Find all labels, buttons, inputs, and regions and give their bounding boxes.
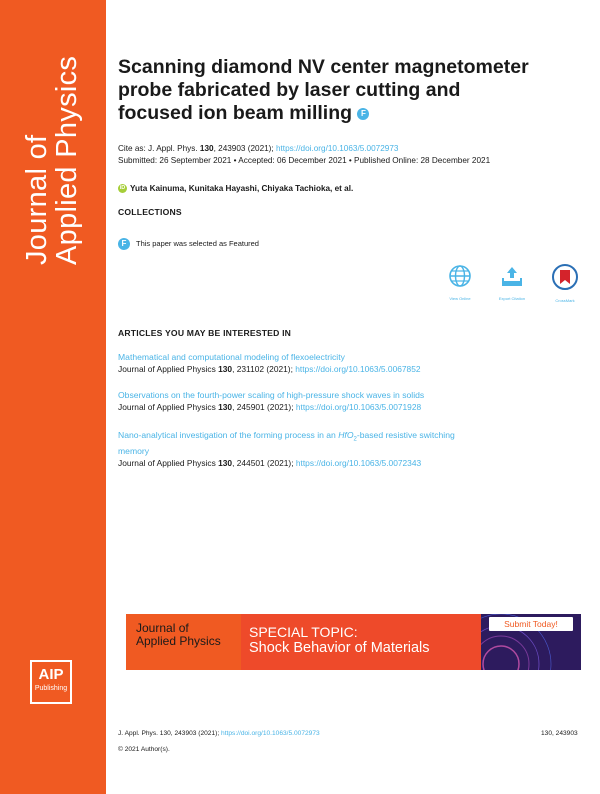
related-rest: , 244501 (2021);	[232, 457, 294, 468]
banner-topic-line2: Shock Behavior of Materials	[249, 640, 430, 656]
export-icon	[500, 264, 524, 288]
special-topic-banner[interactable]	[126, 614, 581, 670]
related-article-title[interactable]	[118, 430, 588, 457]
view-online-button[interactable]	[440, 264, 480, 301]
related-journal: Journal of Applied Physics	[118, 364, 216, 374]
export-citation-button[interactable]	[492, 264, 532, 301]
title-line-3: focused ion beam milling	[118, 102, 353, 124]
related-doi-link[interactable]: https://doi.org/10.1063/5.0071928	[295, 402, 422, 412]
footer-page-id: 130, 243903	[541, 730, 578, 737]
related-article-citation	[118, 363, 588, 375]
featured-icon: F	[118, 238, 130, 250]
related-article-citation	[118, 401, 588, 413]
publication-dates: Submitted: 26 September 2021 • Accepted: 06 December 2021 • Published Online: 28 December 2021	[118, 156, 491, 165]
title-formula-sub[interactable]: 2	[353, 436, 357, 443]
citation-line	[118, 143, 398, 154]
aip-logo-subtext: Publishing	[34, 685, 68, 692]
related-articles-header: ARTICLES YOU MAY BE INTERESTED IN	[118, 328, 292, 338]
related-volume: 130	[218, 402, 233, 412]
related-article-3	[118, 430, 588, 469]
banner-topic-line1: SPECIAL TOPIC:	[249, 624, 358, 640]
article-actions	[440, 264, 590, 304]
title-part2[interactable]: -based resistive switching	[356, 430, 455, 440]
export-citation-label: Export Citation	[498, 296, 526, 301]
collections-header: COLLECTIONS	[118, 207, 182, 217]
sidebar-journal-title	[22, 25, 82, 265]
banner-topic	[249, 624, 430, 656]
related-volume: 130	[218, 457, 233, 468]
article-doi-link[interactable]: https://doi.org/10.1063/5.0072973	[275, 144, 399, 153]
title-line-2: probe fabricated by laser cutting and	[118, 79, 461, 101]
orcid-icon: iD	[119, 185, 126, 192]
crossmark-icon	[552, 264, 578, 290]
globe-icon	[448, 264, 472, 288]
title-line2[interactable]: memory	[118, 445, 150, 456]
submit-today-button[interactable]: Submit Today!	[489, 617, 573, 631]
title-formula[interactable]: HfO	[338, 430, 354, 440]
aip-logo-text: AIP	[38, 666, 64, 683]
banner-journal	[126, 614, 241, 670]
related-doi-link[interactable]: https://doi.org/10.1063/5.0067852	[295, 364, 421, 374]
featured-badge-icon: F	[357, 108, 369, 120]
featured-note	[118, 238, 259, 250]
related-article-citation	[118, 457, 588, 469]
banner-visual	[481, 614, 581, 670]
related-rest: , 245901 (2021);	[232, 402, 294, 412]
footer-doi-link[interactable]: https://doi.org/10.1063/5.0072973	[221, 730, 320, 737]
author-names[interactable]: Yuta Kainuma, Kunitaka Hayashi, Chiyaka Tachioka, et al.	[130, 184, 354, 193]
featured-text: This paper was selected as Featured	[136, 238, 259, 248]
view-online-label: View Online	[449, 296, 471, 301]
sidebar-journal-line2: Applied Physics	[51, 55, 83, 265]
related-journal: Journal of Applied Physics	[118, 402, 216, 412]
author-list[interactable]	[118, 184, 353, 193]
cite-volume: 130	[199, 144, 214, 153]
related-volume: 130	[218, 364, 233, 374]
related-rest: , 231102 (2021);	[232, 364, 293, 374]
footer-copyright: © 2021 Author(s).	[118, 746, 170, 753]
footer-cite-text: J. Appl. Phys. 130, 243903 (2021);	[118, 730, 220, 737]
related-doi-link[interactable]: https://doi.org/10.1063/5.0072343	[295, 457, 422, 468]
article-title	[118, 56, 588, 125]
banner-journal-line1: Journal of	[136, 621, 189, 635]
banner-topic-area	[241, 614, 481, 670]
related-journal: Journal of Applied Physics	[118, 457, 216, 468]
cite-rest: , 243903 (2021);	[213, 144, 274, 153]
related-article-1	[118, 352, 588, 375]
title-line-1: Scanning diamond NV center magnetometer	[118, 56, 529, 78]
title-part1[interactable]: Nano-analytical investigation of the forming process in an	[118, 430, 339, 440]
journal-sidebar	[0, 0, 106, 794]
crossmark-button[interactable]	[545, 264, 585, 303]
crossmark-label: CrossMark	[555, 298, 575, 303]
related-article-title[interactable]: Mathematical and computational modeling of flexoelectricity	[118, 352, 345, 362]
related-article-2	[118, 390, 588, 413]
footer-citation	[118, 730, 320, 737]
cite-prefix: Cite as: J. Appl. Phys.	[118, 144, 198, 153]
sidebar-journal-line1: Journal of	[21, 134, 53, 265]
banner-journal-line2: Applied Physics	[136, 634, 221, 648]
aip-publishing-logo[interactable]	[30, 660, 72, 704]
related-article-title[interactable]: Observations on the fourth-power scaling of high-pressure shock waves in solids	[118, 390, 425, 400]
